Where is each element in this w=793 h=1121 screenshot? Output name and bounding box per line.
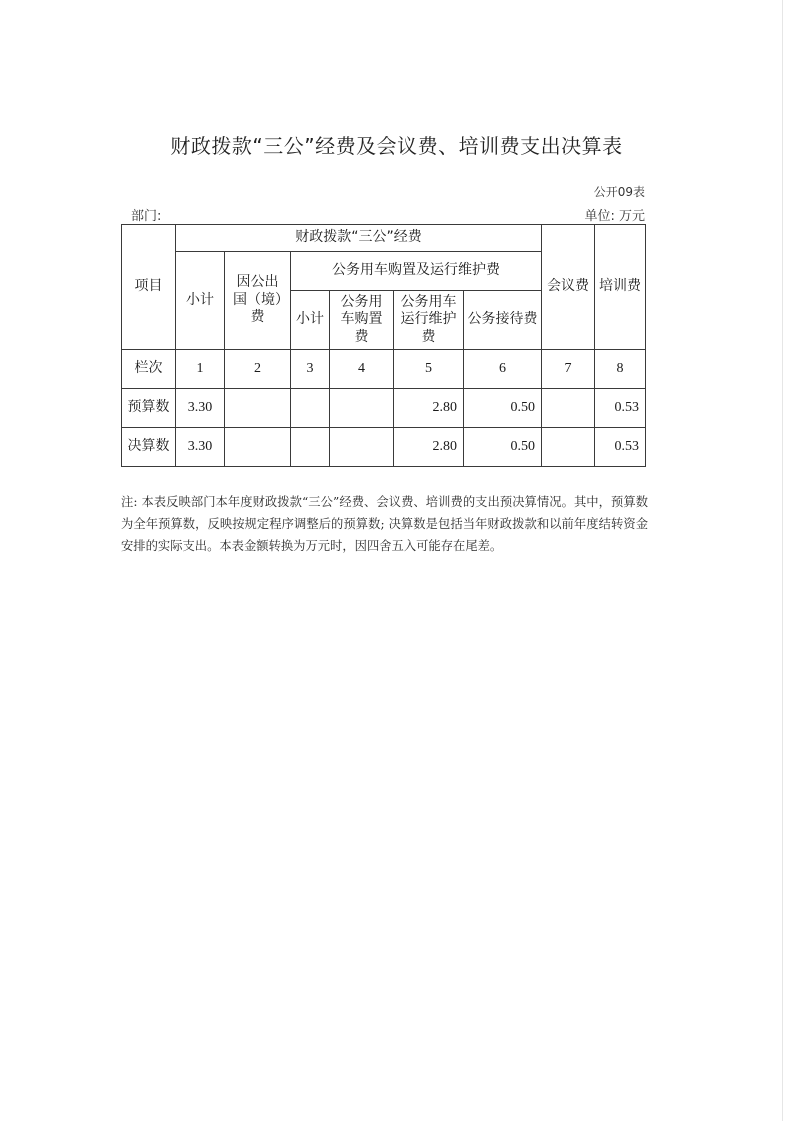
cell-meeting [542,428,595,467]
header-vehicle-purchase: 公务用车购置费 [330,291,394,350]
column-number: 5 [394,350,464,389]
column-number: 7 [542,350,595,389]
header-vehicle-group: 公务用车购置及运行维护费 [291,252,542,291]
cell-vehicle-purchase [330,428,394,467]
cell-vehicle-operation: 2.80 [394,389,464,428]
cell-subtotal: 3.30 [176,428,225,467]
cell-meeting [542,389,595,428]
column-number: 8 [595,350,646,389]
column-number: 2 [225,350,291,389]
table-row [122,389,646,428]
footnote: 注: 本表反映部门本年度财政拨款“三公”经费、会议费、培训费的支出预决算情况。其中，预算数为全年预算数，反映按规定程序调整后的预算数; 决算数是包括当年财政拨款和以前年度结转资金安排的实际支出。本表金额转换为万元时，因四舍五入可能存在尾差。 [121,495,648,553]
header-reception: 公务接待费 [464,291,542,350]
department-label: 部门: [131,209,162,224]
header-overseas: 因公出国（境）费 [225,252,291,350]
header-vehicle-operation: 公务用车运行维护费 [394,291,464,350]
row-label-actual: 决算数 [122,428,176,467]
column-number-label: 栏次 [122,350,176,389]
header-training: 培训费 [595,225,646,350]
cell-training: 0.53 [595,389,646,428]
unit-label: 单位: 万元 [584,209,645,224]
cell-vehicle-subtotal [291,389,330,428]
expenditure-table [121,224,646,467]
table-row [122,428,646,467]
column-number: 4 [330,350,394,389]
cell-reception: 0.50 [464,428,542,467]
cell-overseas [225,389,291,428]
page-edge [782,0,783,1121]
header-subtotal: 小计 [176,252,225,350]
row-label-budget: 预算数 [122,389,176,428]
cell-overseas [225,428,291,467]
column-number: 6 [464,350,542,389]
header-item: 项目 [122,225,176,350]
header-fiscal-three-public: 财政拨款“三公”经费 [176,225,542,252]
header-meeting: 会议费 [542,225,595,350]
cell-reception: 0.50 [464,389,542,428]
cell-vehicle-purchase [330,389,394,428]
cell-training: 0.53 [595,428,646,467]
cell-vehicle-subtotal [291,428,330,467]
header-vehicle-subtotal: 小计 [291,291,330,350]
column-number: 3 [291,350,330,389]
form-code: 公开09表 [593,185,645,199]
document-title: 财政拨款“三公”经费及会议费、培训费支出决算表 [170,134,623,158]
cell-vehicle-operation: 2.80 [394,428,464,467]
column-number: 1 [176,350,225,389]
cell-subtotal: 3.30 [176,389,225,428]
